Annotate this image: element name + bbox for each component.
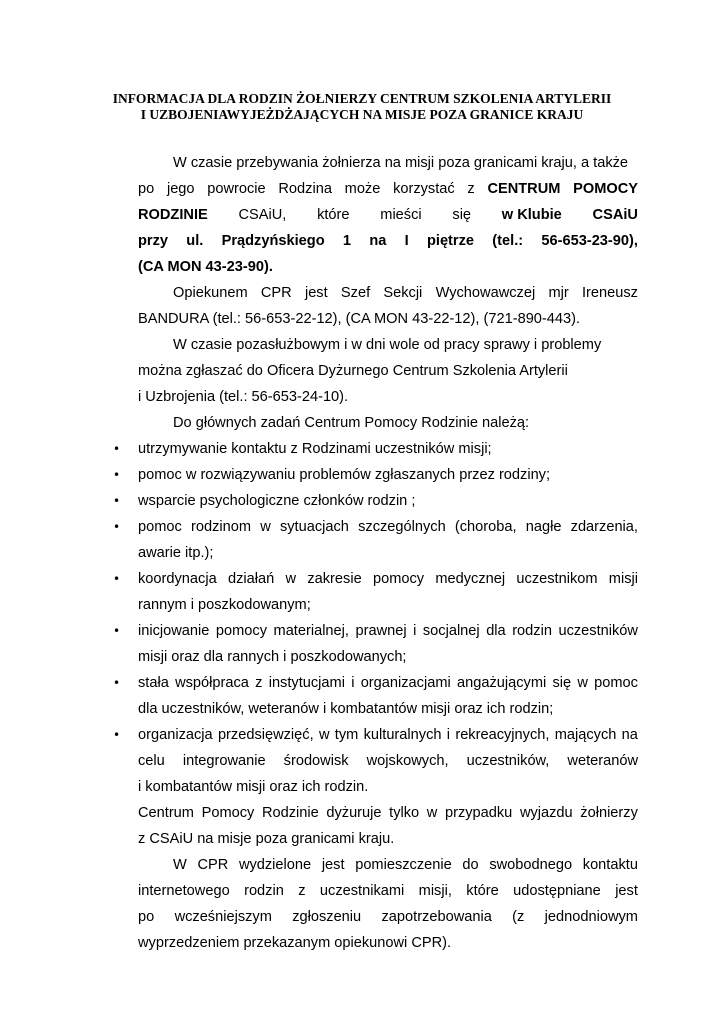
bullet-5-line-2: rannym i poszkodowanym; <box>138 597 311 613</box>
bullet-8-line-2 <box>138 748 638 774</box>
word: po <box>138 909 155 925</box>
paragraph-1-line-4 <box>138 228 638 254</box>
word: w <box>285 571 297 587</box>
word: do <box>462 857 479 873</box>
paragraph-3-line-3: i Uzbrojenia (tel.: 56-653-24-10). <box>138 389 349 405</box>
phone-ca-mon-cpr: (CA MON 43-23-90). <box>138 259 273 275</box>
word: internetowego <box>138 883 230 899</box>
word: Prądzyńskiego <box>221 233 325 249</box>
word: rodzinom <box>191 519 252 535</box>
word: się <box>552 675 572 691</box>
word: Pomocy <box>201 805 255 821</box>
word: jednodniowym <box>544 909 638 925</box>
bullet-icon: • <box>113 494 121 508</box>
word: uczestników, <box>466 753 550 769</box>
word: i <box>446 727 451 743</box>
word: stała <box>138 675 169 691</box>
word: z <box>298 883 306 899</box>
bullet-8-line-3: i kombatantów misji oraz ich rodzin. <box>138 779 369 795</box>
word: powrocie <box>207 181 266 197</box>
word: i <box>413 623 417 639</box>
word: I <box>404 233 409 249</box>
word: z <box>467 181 475 197</box>
word: wcześniejszym <box>174 909 272 925</box>
word: koordynacja <box>138 571 217 587</box>
word: Rodzina <box>278 181 332 197</box>
word: (choroba, <box>454 519 517 535</box>
paragraph-4-line-1: Do głównych zadań Centrum Pomocy Rodzinie należą: <box>173 415 530 431</box>
word: CSAiU <box>592 207 638 223</box>
bullet-icon: • <box>113 728 121 742</box>
word: pomocy <box>372 571 425 587</box>
word: żołnierzy <box>580 805 638 821</box>
document-title-line-1: INFORMACJA DLA RODZIN ŻOŁNIERZY CENTRUM SZKOLENIA ARTYLERII <box>112 91 612 106</box>
word: misji, <box>418 883 452 899</box>
bullet-1-text: utrzymywanie kontaktu z Rodzinami uczestników misji; <box>138 441 492 457</box>
word: zapotrzebowania <box>381 909 492 925</box>
word: pomoc <box>594 675 638 691</box>
word: i <box>351 675 355 691</box>
word: Sekcji <box>383 285 423 301</box>
word: szczególnych <box>358 519 446 535</box>
word: nagłe <box>525 519 562 535</box>
word: rodzin <box>244 883 284 899</box>
paragraph-1-line-5 <box>138 254 638 280</box>
word: w Klubie <box>501 207 562 223</box>
word: CENTRUM <box>487 181 561 197</box>
word: może <box>344 181 381 197</box>
word: udostępniane <box>513 883 601 899</box>
paragraph-5-line-1 <box>138 800 638 826</box>
word: uczestników <box>558 623 638 639</box>
word: w <box>577 675 588 691</box>
word: współpraca <box>175 675 249 691</box>
paragraph-6-line-2 <box>138 878 638 904</box>
bullet-6-line-1 <box>138 618 638 644</box>
paragraph-1-line-2 <box>138 176 638 202</box>
word: angażującymi <box>456 675 547 691</box>
word: wojskowych, <box>366 753 449 769</box>
word: kulturalnych <box>363 727 442 743</box>
word: na <box>369 233 387 249</box>
word: korzystać <box>393 181 455 197</box>
paragraph-6-line-1 <box>173 852 638 878</box>
bullet-7-line-2: dla uczestników, weteranów i kombatantów misji oraz ich rodzin; <box>138 701 554 717</box>
word: się <box>452 207 472 223</box>
word: jego <box>166 181 195 197</box>
word: sytuacjach <box>279 519 349 535</box>
word: wyjazdu <box>519 805 573 821</box>
word: tym <box>334 727 359 743</box>
paragraph-1-line-3 <box>138 202 638 228</box>
word: przy <box>138 233 169 249</box>
word: po <box>138 181 155 197</box>
word: swobodnego <box>489 857 573 873</box>
word: 1 <box>342 233 352 249</box>
bullet-icon: • <box>113 520 121 534</box>
bullet-4-line-1 <box>138 514 638 540</box>
document-title-line-2: I UZBOJENIAWYJEŻDŻAJĄCYCH NA MISJE POZA GRANICE KRAJU <box>140 107 584 122</box>
word: które <box>466 883 499 899</box>
word: pomoc <box>138 519 182 535</box>
paragraph-6-line-4: wyprzedzeniem przekazanym opiekunowi CPR). <box>138 935 452 951</box>
word: w <box>318 727 330 743</box>
word: działań <box>227 571 275 587</box>
bullet-2-text: pomoc w rozwiązywaniu problemów zgłaszanych przez rodziny; <box>138 467 551 483</box>
word: CPR <box>260 285 292 301</box>
word: rekreacyjnych, <box>455 727 550 743</box>
word: w <box>260 519 271 535</box>
bullet-8-line-1 <box>138 722 638 748</box>
paragraph-3-line-2: można zgłaszać do Oficera Dyżurnego Centrum Szkolenia Artylerii <box>138 363 568 379</box>
word: instytucjami <box>268 675 345 691</box>
word: celu <box>138 753 165 769</box>
word: pomieszczenie <box>355 857 452 873</box>
word: rodzin <box>512 623 552 639</box>
bullet-5-line-1 <box>138 566 638 592</box>
word: przedsięwzięć, <box>217 727 314 743</box>
word: zdarzenia, <box>570 519 638 535</box>
word: RODZINIE <box>138 207 208 223</box>
paragraph-3-line-1: W czasie pozasłużbowym i w dni wole od pracy sprawy i problemy <box>173 337 602 353</box>
bullet-icon: • <box>113 572 121 586</box>
word: dla <box>486 623 506 639</box>
word: tylko <box>389 805 420 821</box>
bullet-4-line-2: awarie itp.); <box>138 545 214 561</box>
word: kontaktu <box>582 857 638 873</box>
word: ul. <box>186 233 204 249</box>
paragraph-6-line-3 <box>138 904 638 930</box>
word: pomocy <box>215 623 268 639</box>
word: piętrze <box>426 233 475 249</box>
word: mjr <box>548 285 569 301</box>
bullet-3-text: wsparcie psychologiczne członków rodzin ; <box>138 493 416 509</box>
word: w <box>426 805 438 821</box>
word: weteranów <box>567 753 638 769</box>
word: uczestnikami <box>319 883 405 899</box>
word: Ireneusz <box>581 285 638 301</box>
word: mieści <box>380 207 422 223</box>
word: POMOCY <box>573 181 638 197</box>
paragraph-1-line-1: W czasie przebywania żołnierza na misji poza granicami kraju, a także <box>173 155 629 171</box>
word: Opiekunem <box>173 285 248 301</box>
word: Rodzinie <box>261 805 319 821</box>
paragraph-2-line-1 <box>173 280 638 306</box>
bullet-icon: • <box>113 676 121 690</box>
word: organizacja <box>138 727 213 743</box>
word: zakresie <box>307 571 362 587</box>
word: W <box>173 857 187 873</box>
word: misji <box>608 571 638 587</box>
word: zgłoszeniu <box>292 909 362 925</box>
bullet-icon: • <box>113 442 121 456</box>
bullet-icon: • <box>113 624 121 638</box>
word: mających <box>554 727 617 743</box>
word: jest <box>304 285 328 301</box>
word: na <box>621 727 638 743</box>
word: jest <box>321 857 345 873</box>
bullet-6-line-2: misji oraz dla rannych i poszkodowanych; <box>138 649 407 665</box>
word: prawnej <box>355 623 407 639</box>
word: wydzielone <box>238 857 312 873</box>
word: (tel.: <box>492 233 524 249</box>
word: organizacjami <box>360 675 451 691</box>
word: przypadku <box>444 805 513 821</box>
word: środowisk <box>283 753 349 769</box>
word: Wychowawczej <box>435 285 536 301</box>
word: (z <box>512 909 525 925</box>
word: uczestnikom <box>516 571 598 587</box>
word: socjalnej <box>422 623 480 639</box>
bullet-7-line-1 <box>138 670 638 696</box>
word: które <box>317 207 350 223</box>
word: jest <box>615 883 638 899</box>
word: 56-653-23-90), <box>541 233 638 249</box>
word: integrowanie <box>182 753 266 769</box>
paragraph-5-line-2: z CSAiU na misje poza granicami kraju. <box>138 831 395 847</box>
word: materialnej, <box>273 623 349 639</box>
paragraph-2-line-2: BANDURA (tel.: 56-653-22-12), (CA MON 43-22-12), (721-890-443). <box>138 311 581 327</box>
word: z <box>255 675 263 691</box>
word: inicjowanie <box>138 623 210 639</box>
word: dyżuruje <box>326 805 382 821</box>
word: CSAiU, <box>238 207 287 223</box>
word: medycznej <box>435 571 506 587</box>
word: Centrum <box>138 805 194 821</box>
word: Szef <box>340 285 371 301</box>
bullet-icon: • <box>113 468 121 482</box>
word: CPR <box>197 857 229 873</box>
